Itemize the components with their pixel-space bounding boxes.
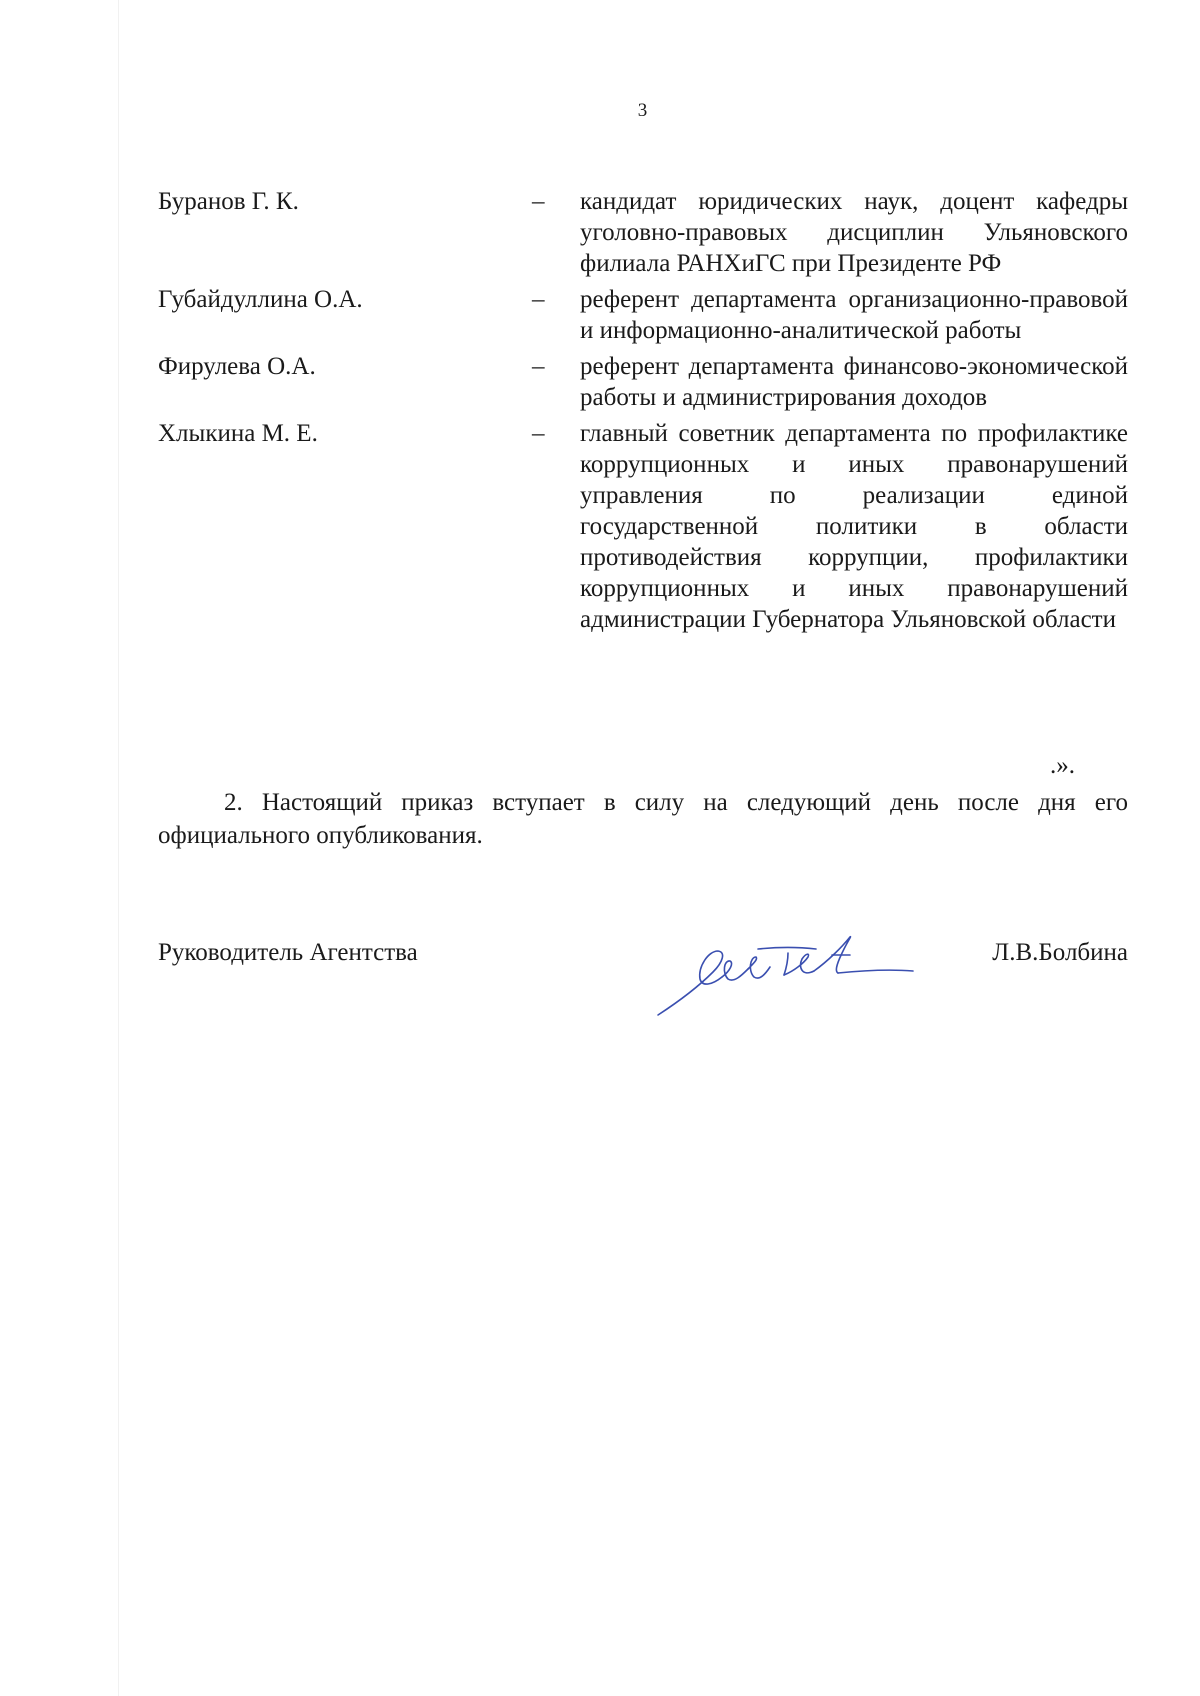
member-name: Губайдуллина О.А. — [158, 286, 363, 313]
member-description: референт департамента финансово-экономической работы и администрирования доходов — [580, 353, 1128, 411]
member-dash: – — [532, 188, 545, 215]
member-row — [158, 418, 1128, 635]
handwritten-signature — [638, 927, 928, 1027]
page-number: 3 — [637, 100, 648, 121]
signer-position: Руководитель Агентства — [158, 939, 418, 966]
scan-edge-line — [118, 0, 119, 1696]
signer-name: Л.В.Болбина — [992, 939, 1128, 966]
member-row — [158, 284, 1128, 346]
member-name: Буранов Г. К. — [158, 188, 299, 215]
member-name: Фирулева О.А. — [158, 353, 316, 380]
member-list — [158, 186, 1128, 640]
member-name: Хлыкина М. Е. — [158, 420, 318, 447]
signature-block — [158, 937, 1128, 1047]
member-row — [158, 186, 1128, 279]
clause-paragraph: 2. Настоящий приказ вступает в силу на следующий день после дня его официального опубликования. — [158, 789, 1128, 849]
closing-quote: .». — [1050, 752, 1075, 779]
member-dash: – — [532, 286, 545, 313]
member-row — [158, 351, 1128, 413]
signature-ink — [658, 937, 913, 1015]
member-description: референт департамента организационно-правовой и информационно-аналитической работы — [580, 286, 1128, 344]
member-dash: – — [532, 420, 545, 447]
member-dash: – — [532, 353, 545, 380]
member-description: главный советник департамента по профилактике коррупционных и иных правонарушений управления по реализации единой государственной политики в области противодействия коррупции, профилактики коррупционных и иных правонарушений администрации Губернатора Ульяновской области — [580, 420, 1128, 633]
member-description: кандидат юридических наук, доцент кафедры уголовно-правовых дисциплин Ульяновского филиала РАНХиГС при Президенте РФ — [580, 188, 1128, 277]
